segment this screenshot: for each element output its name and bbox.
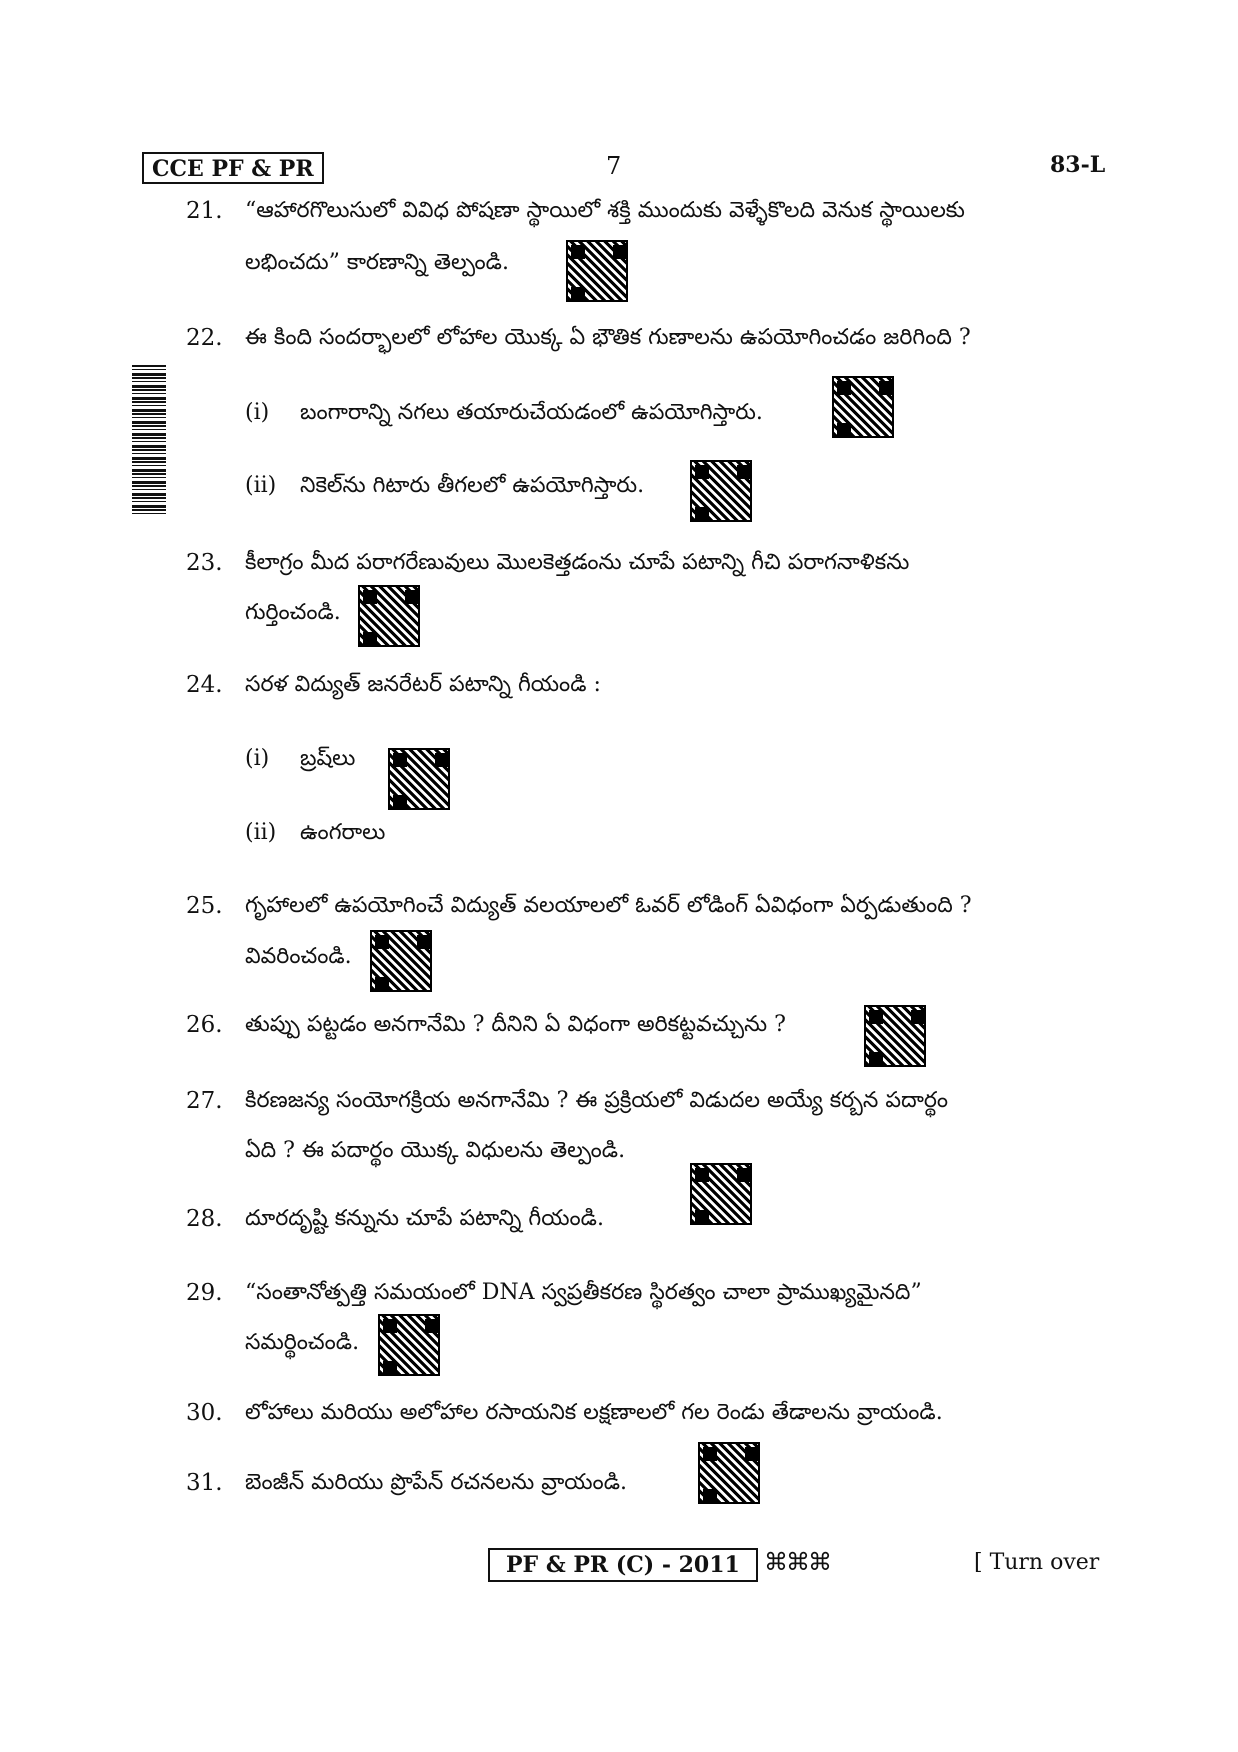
header-code-box: CCE PF & PR — [142, 152, 324, 184]
turn-over-note: [ Turn over — [974, 1550, 1100, 1575]
question-text-line: గృహాలలో ఉపయోగించే విద్యుత్ వలయాలలో ఓవర్ లోడింగ్ ఏవిధంగా ఏర్పడుతుంది ? — [245, 893, 972, 918]
question-text-line: “సంతానోత్పత్తి సమయంలో DNA స్వప్రతీకరణ స్థిరత్వం చాలా ప్రాముఖ్యమైనది” — [245, 1280, 922, 1305]
question-number: 29. — [186, 1280, 223, 1306]
question-number: 21. — [186, 198, 223, 224]
subquestion-text: నికెల్‌ను గిటారు తీగలలో ఉపయోగిస్తారు. — [300, 473, 645, 498]
question-text-line: “ఆహారగొలుసులో వివిధ పోషణా స్థాయిలో శక్తి ముందుకు వెళ్ళేకొలది వెనుక స్థాయిలకు — [245, 198, 965, 223]
question-text-line: సరళ విద్యుత్ జనరేటర్ పటాన్ని గీయండి : — [245, 672, 601, 697]
question-number: 27. — [186, 1088, 223, 1114]
qr-code-icon — [566, 240, 628, 302]
question-number: 31. — [186, 1470, 223, 1496]
question-text-line: ఈ కింది సందర్భాలలో లోహాల యొక్క ఏ భౌతిక గుణాలను ఉపయోగించడం జరిగింది ? — [245, 325, 971, 350]
qr-code-icon — [690, 460, 752, 522]
page-number: 7 — [606, 152, 622, 180]
question-text-line: దూరదృష్టి కన్నును చూపే పటాన్ని గీయండి. — [245, 1206, 604, 1231]
paper-code: 83-L — [1050, 152, 1106, 178]
question-text-line: కిరణజన్య సంయోగక్రియ అనగానేమి ? ఈ ప్రక్రియలో విడుదల అయ్యే కర్బన పదార్థం — [245, 1088, 949, 1113]
question-number: 30. — [186, 1400, 223, 1426]
question-text-line: సమర్థించండి. — [245, 1330, 360, 1355]
question-text-line: లోహాలు మరియు అలోహాల రసాయనిక లక్షణాలలో గల రెండు తేడాలను వ్రాయండి. — [245, 1400, 943, 1425]
footer-code-box: PF & PR (C) - 2011 — [488, 1548, 758, 1582]
qr-code-icon — [698, 1442, 760, 1504]
subquestion-number: (ii) — [245, 820, 277, 845]
question-number: 28. — [186, 1206, 223, 1232]
question-text-line: ఏది ? ఈ పదార్థం యొక్క విధులను తెల్పండి. — [245, 1138, 626, 1163]
qr-code-icon — [358, 585, 420, 647]
question-number: 23. — [186, 550, 223, 576]
qr-code-icon — [370, 930, 432, 992]
question-text-line: గుర్తించండి. — [245, 600, 341, 625]
question-number: 26. — [186, 1012, 223, 1038]
qr-code-icon — [864, 1005, 926, 1067]
qr-code-icon — [388, 748, 450, 810]
question-text-line: తుప్పు పట్టడం అనగానేమి ? దీనిని ఏ విధంగా అరికట్టవచ్చును ? — [245, 1012, 786, 1037]
subquestion-text: ఉంగరాలు — [300, 820, 386, 845]
question-number: 22. — [186, 325, 223, 351]
subquestion-number: (i) — [245, 400, 270, 425]
subquestion-text: బంగారాన్ని నగలు తయారుచేయడంలో ఉపయోగిస్తారు. — [300, 400, 763, 425]
question-text-line: లభించదు” కారణాన్ని తెల్పండి. — [245, 250, 509, 275]
subquestion-number: (i) — [245, 746, 270, 771]
subquestion-number: (ii) — [245, 473, 277, 498]
qr-code-icon — [378, 1314, 440, 1376]
question-text-line: బెంజీన్ మరియు ప్రొపేన్ రచనలను వ్రాయండి. — [245, 1470, 627, 1495]
qr-code-icon — [832, 376, 894, 438]
footer-ornament: ⌘⌘⌘ — [764, 1548, 830, 1576]
subquestion-text: బ్రష్‌లు — [300, 746, 356, 771]
side-barcode — [132, 365, 166, 517]
question-number: 24. — [186, 672, 223, 698]
question-text-line: వివరించండి. — [245, 944, 352, 969]
question-number: 25. — [186, 893, 223, 919]
question-text-line: కీలాగ్రం మీద పరాగరేణువులు మొలకెత్తడంను చూపే పటాన్ని గీచి పరాగనాళికను — [245, 550, 910, 575]
